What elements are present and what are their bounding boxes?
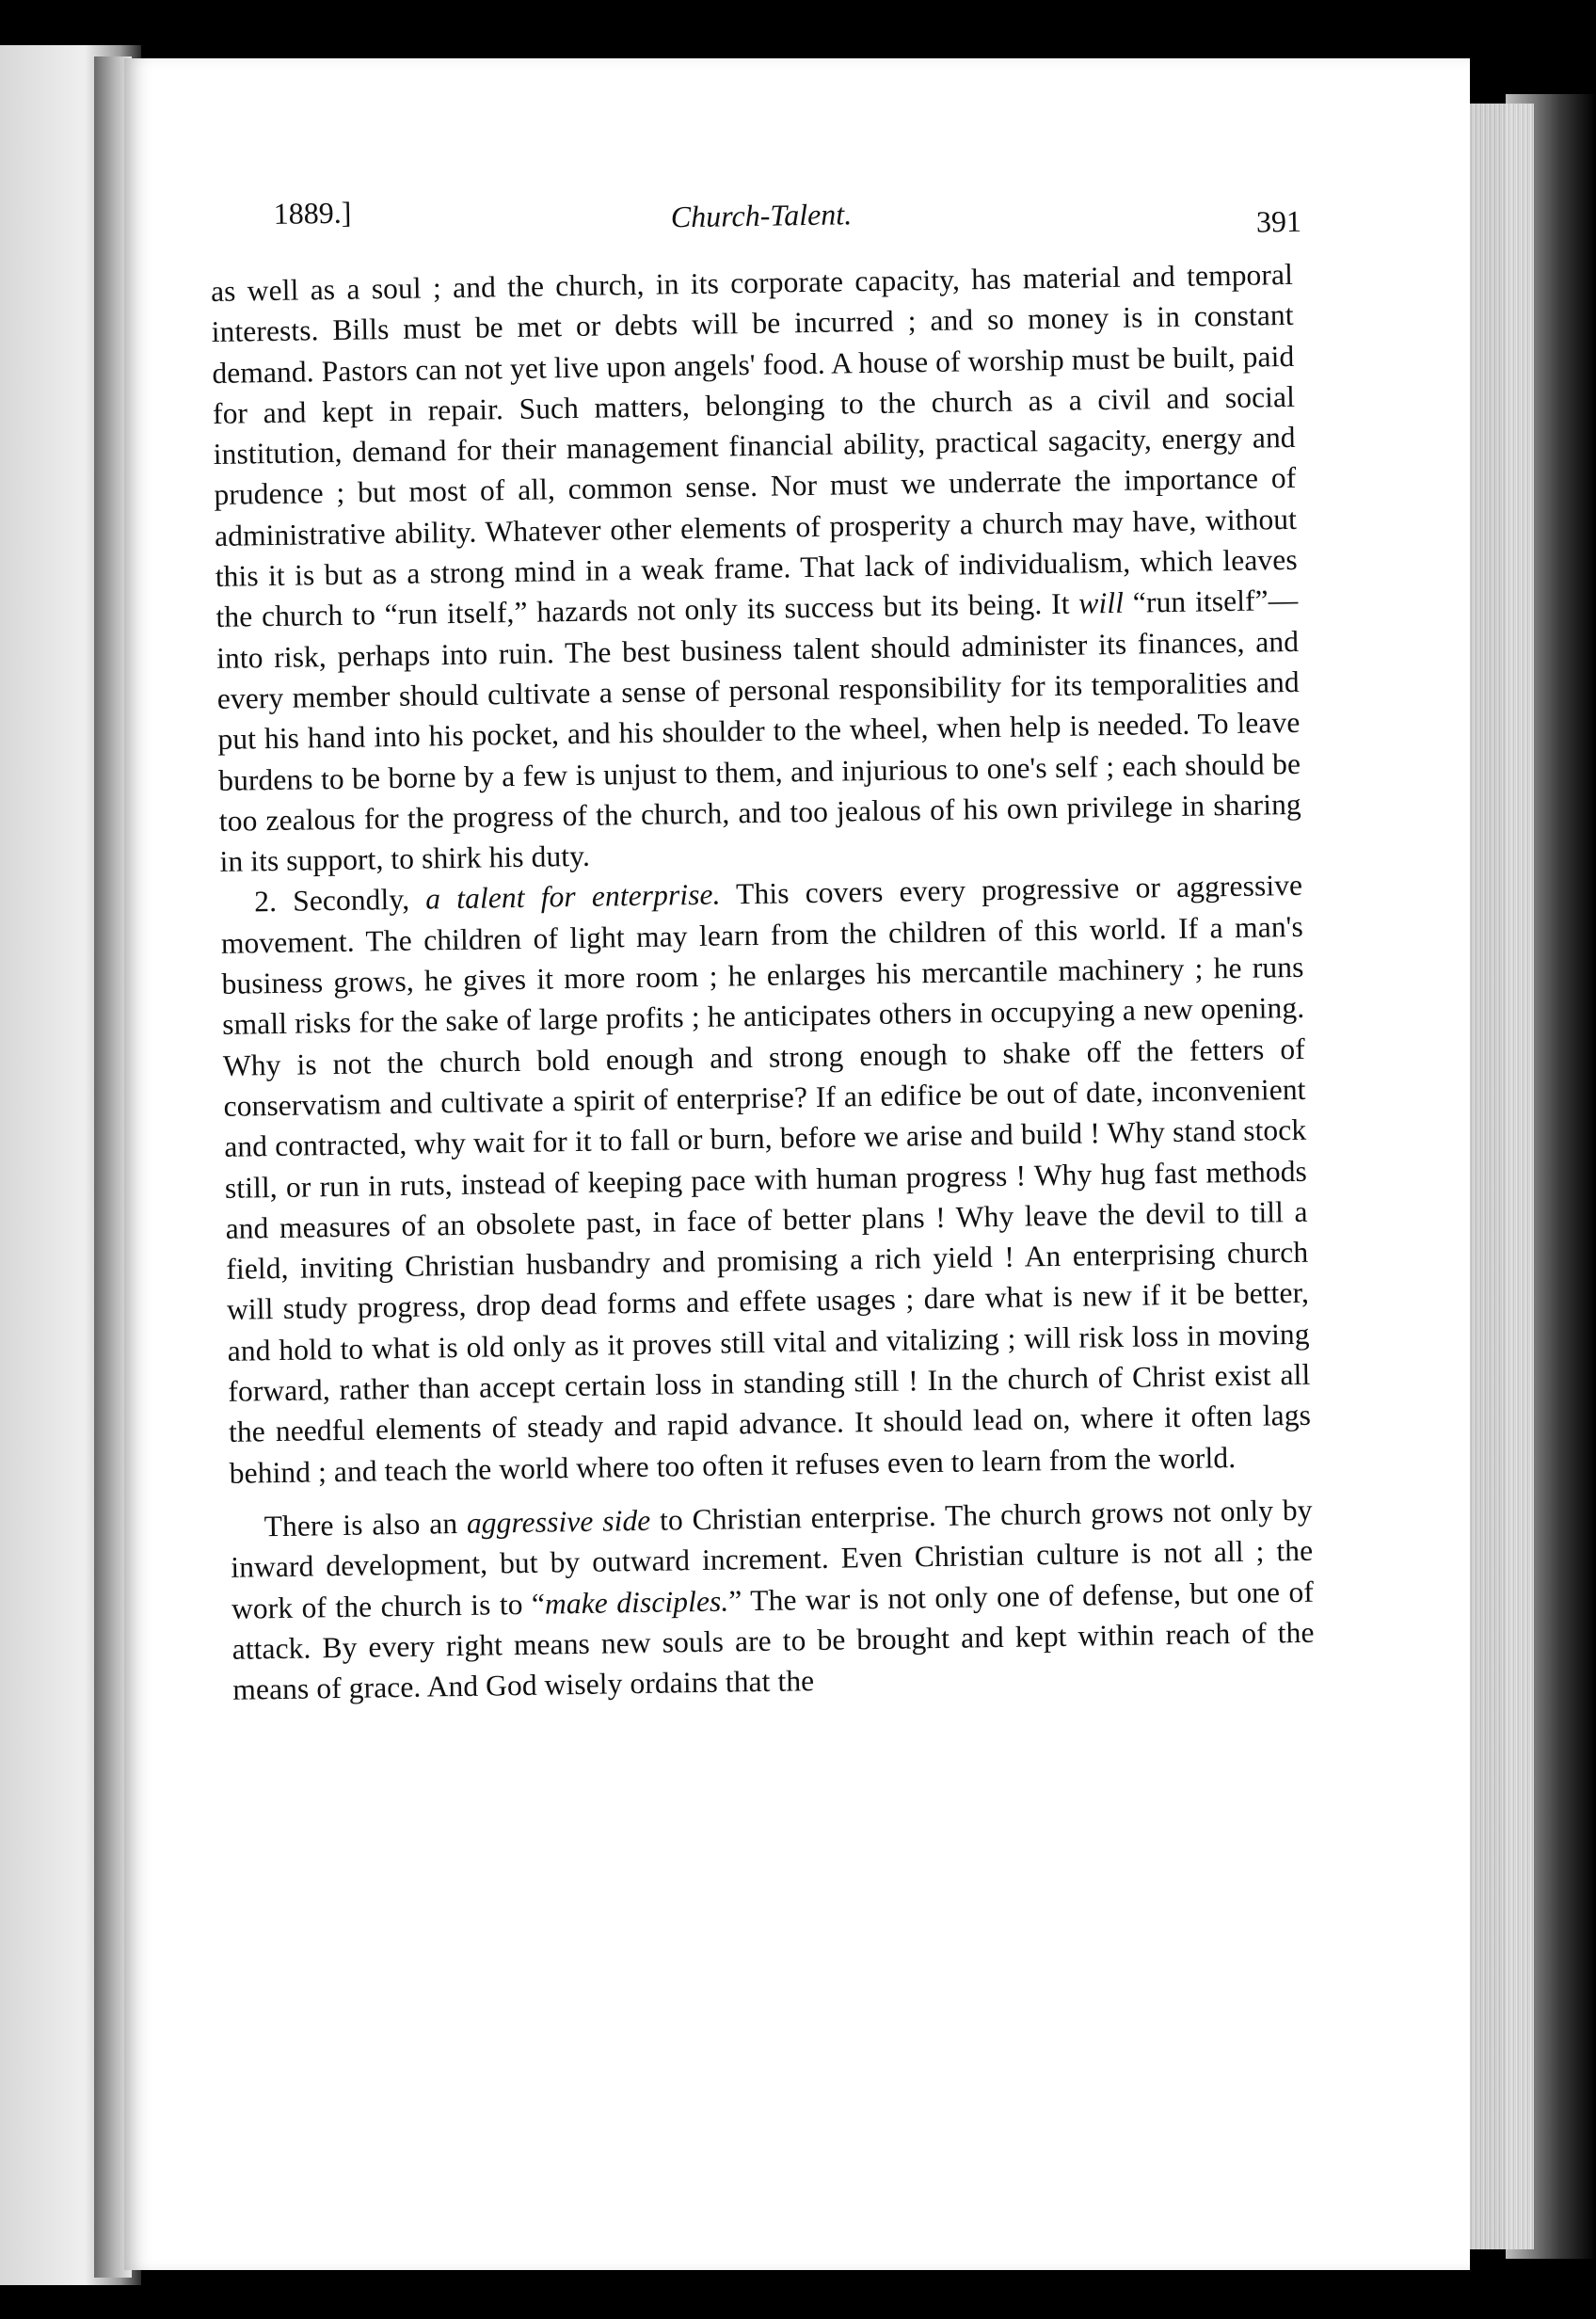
text-run: This covers every progressive or aggressive movement. The children of light may learn from the children of this world. If a man's business grows, he gives it more room ; he enlarges his mercantile machinery ; he runs small risks for the sake of large profits ; he anticipates others in occupying a new opening. Why is not the church bold enough and strong enough to shake off the fetters of conservatism and cultivate a spirit of enterprise? If an edifice be out of date, inconvenient and contracted, why wait for it to fall or burn, before we arise and build ! Why stand stock still, or run in ruts, instead of keeping pace with human progress ! Why hug fast methods and measures of an obsolete past, in face of better plans ! Why leave the devil to till a field, inviting Christian husbandry and promising a rich yield ! An enterprising church will study progress, drop dead forms and effete usages ; dare what is new if it be better, and hold to what is old only as it proves still vital and vitalizing ; will risk loss in moving forward, rather than accept certain loss in standing still ! In the church of Christ exist all the needful elements of steady and rapid advance. It should lead on, where it often lags behind ; and teach the world where too often it refuses even to learn from the world. [220, 869, 1312, 1490]
paragraph-2 [220, 865, 1312, 1493]
running-head-title: Church-Talent. [670, 197, 853, 234]
emphasis-run: will [1078, 586, 1125, 620]
text-run: “run itself”—into risk, perhaps into ruin. The best business talent should administer its finances, and every member should cultivate a sense of personal responsibility for its temporalities and put his hand into his pocket, and his shoulder to the wheel, when help is needed. To leave burdens to be borne by a few is unjust to them, and injurious to one's self ; each should be too zealous for the progress of the church, and too jealous of his own privilege in sharing in its support, to shirk his duty. [215, 584, 1302, 879]
emphasis-run: aggressive side [466, 1503, 651, 1540]
text-run: There is also an [263, 1506, 468, 1543]
emphasis-run: a talent for enterprise. [424, 878, 721, 916]
paragraph-3 [230, 1490, 1315, 1711]
text-run: 2. Secondly, [253, 882, 426, 919]
body-text [211, 254, 1316, 1710]
text-run: ” The war is not only one of defense, but one of attack. By every right means new souls are to be brought and kept within reach of the means of grace. And God wisely ordains that the [231, 1575, 1315, 1706]
paragraph-1 [211, 254, 1302, 882]
text-run: to Christian enterprise. The church grows not only by inward development, but by outward increment. Even Christian culture is not all ; the work of the church is to “ [231, 1493, 1314, 1625]
text-run: as well as a soul ; and the church, in its corporate capacity, has material and temporal interests. Bills must be met or debts will be incurred ; and so money is in constant demand. Pastors can not yet live upon angels' food. A house of worship must be built, paid for and kept in repair. Such matters, belonging to the church as a civil and social institution, demand for their management financial ability, practical sagacity, energy and prudence ; but most of all, common sense. Nor must we underrate the importance of administrative ability. Whatever other elements of prosperity a church may have, without this it is but as a strong mind in a weak frame. That lack of individualism, which leaves the church to “run itself,” hazards not only its success but its being. It [210, 257, 1298, 634]
emphasis-run: make disciples. [544, 1584, 729, 1621]
page-number: 391 [1255, 203, 1302, 239]
page-content [209, 152, 1316, 1710]
running-head-year: 1889.] [273, 195, 352, 231]
